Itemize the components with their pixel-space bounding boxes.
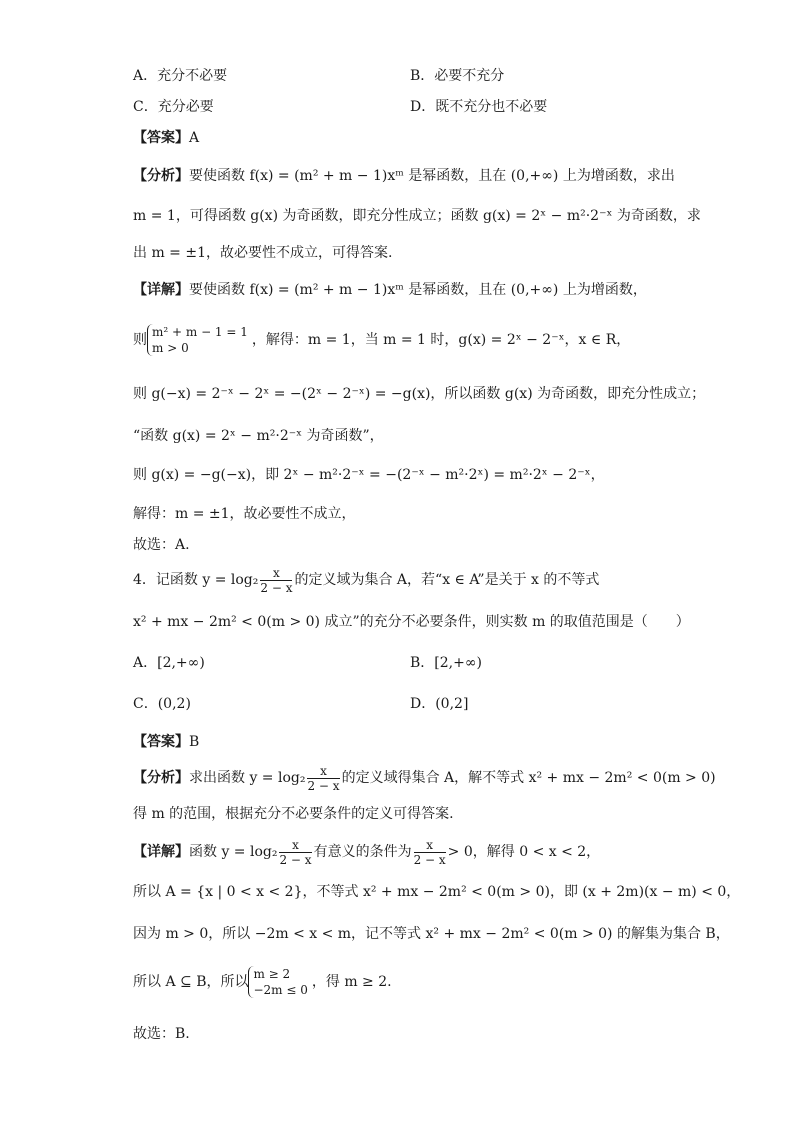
fraction-numerator: x (307, 764, 339, 779)
sys-eq2: −2m ≤ 0 (253, 983, 308, 997)
fraction-denominator: 2 − x (279, 852, 312, 867)
q3-detail-line6: 解得：m = ±1，故必要性不成立， (133, 506, 356, 522)
detail-tag: 【详解】 (133, 282, 189, 298)
q3-detail-line4: “函数 g(x) = 2ˣ − m²·2⁻ˣ 为奇函数”， (133, 428, 384, 444)
sys-prefix: 则 (133, 332, 147, 348)
fraction-denominator: 2 − x (413, 852, 446, 867)
fraction-denominator: 2 − x (307, 778, 340, 793)
q4-detail-line2: 所以 A = {x | 0 < x < 2}，不等式 x² + mx − 2m² < 0(m > 0)，即 (x + 2m)(x − m) < 0， (133, 884, 741, 900)
sys-prefix: 所以 A ⊆ B，所以 (133, 974, 249, 990)
fraction (279, 838, 311, 867)
q3-option-d: D．既不充分也不必要 (410, 99, 548, 115)
q4-analysis-line1 (133, 760, 716, 796)
q4-option-b: B．[2,+∞) (410, 655, 482, 671)
q3-detail-line1 (133, 280, 647, 300)
q4-detail-line1 (133, 834, 600, 870)
fraction-denominator: 2 − x (260, 580, 293, 595)
q3-detail-line5: 则 g(x) = −g(−x)，即 2ˣ − m²·2⁻ˣ = −(2⁻ˣ − m²·2ˣ) = m²·2ˣ − 2⁻ˣ， (133, 467, 605, 483)
q4-stem-line1 (133, 562, 599, 598)
analysis-pre: 求出函数 y = log₂ (189, 770, 306, 786)
analysis-tag: 【分析】 (133, 770, 189, 786)
q3-detail-line7: 故选：A. (133, 537, 190, 553)
fraction-numerator: x (260, 566, 292, 581)
fraction (307, 764, 339, 793)
analysis-tag: 【分析】 (133, 168, 189, 184)
detail-mid: 有意义的条件为 (313, 844, 412, 860)
q4-detail-line3: 因为 m > 0，所以 −2m < x < m，记不等式 x² + mx − 2m² < 0(m > 0) 的解集为集合 B， (133, 926, 730, 942)
analysis-text: 要使函数 f(x) = (m² + m − 1)xᵐ 是幂函数，且在 (0,+∞) 上为增函数，求出 (189, 168, 675, 184)
detail-pre: 函数 y = log₂ (189, 844, 278, 860)
q3-analysis-line3: 出 m = ±1，故必要性不成立，可得答案. (133, 245, 393, 261)
detail-post: > 0，解得 0 < x < 2， (447, 844, 601, 860)
q3-option-a: A．充分不必要 (133, 68, 228, 84)
answer-tag: 【答案】 (133, 130, 189, 146)
q3-analysis-line2: m = 1，可得函数 g(x) 为奇函数，即充分性成立；函数 g(x) = 2ˣ − m²·2⁻ˣ 为奇函数，求 (133, 208, 701, 224)
q4-detail-line4 (133, 962, 392, 1002)
q4-stem-post: 的定义域为集合 A，若“x ∈ A”是关于 x 的不等式 (294, 572, 600, 588)
q4-option-d: D．(0,2] (410, 696, 469, 712)
sys-eq2: m > 0 (152, 341, 189, 355)
sys-rest: ，解得：m = 1，当 m = 1 时，g(x) = 2ˣ − 2⁻ˣ，x ∈ R， (251, 332, 631, 348)
q3-option-c: C．充分必要 (133, 99, 214, 115)
q3-option-b: B．必要不充分 (410, 68, 505, 84)
q3-analysis-line1 (133, 166, 675, 186)
q3-detail-line3: 则 g(−x) = 2⁻ˣ − 2ˣ = −(2ˣ − 2⁻ˣ) = −g(x)，所以函数 g(x) 为奇函数，即充分性成立； (133, 386, 706, 402)
q4-detail-line5: 故选：B. (133, 1026, 190, 1042)
q3-answer (133, 128, 199, 148)
answer-value: B (189, 734, 200, 750)
q4-analysis-line2: 得 m 的范围，根据充分不必要条件的定义可得答案. (133, 806, 454, 822)
q4-answer (133, 732, 199, 752)
equation-system (147, 324, 248, 356)
fraction (260, 566, 292, 595)
q4-stem-line2: x² + mx − 2m² < 0(m > 0) 成立”的充分不必要条件，则实数 m 的取值范围是（ ） (133, 614, 690, 630)
sys-eq1: m ≥ 2 (253, 967, 291, 981)
analysis-post: 的定义域得集合 A，解不等式 x² + mx − 2m² < 0(m > 0) (341, 770, 716, 786)
q4-option-a: A．[2,+∞) (133, 655, 205, 671)
sys-eq1: m² + m − 1 = 1 (152, 325, 248, 339)
detail-text: 要使函数 f(x) = (m² + m − 1)xᵐ 是幂函数，且在 (0,+∞) 上为增函数， (189, 282, 647, 298)
q4-stem-pre: 4．记函数 y = log₂ (133, 572, 259, 588)
fraction-numerator: x (414, 838, 446, 853)
sys-post: ，得 m ≥ 2. (311, 974, 392, 990)
answer-tag: 【答案】 (133, 734, 189, 750)
fraction (414, 838, 446, 867)
equation-system (248, 966, 307, 998)
q4-option-c: C．(0,2) (133, 696, 191, 712)
q3-detail-line2 (133, 320, 630, 360)
fraction-numerator: x (279, 838, 311, 853)
detail-tag: 【详解】 (133, 844, 189, 860)
answer-value: A (189, 130, 200, 146)
